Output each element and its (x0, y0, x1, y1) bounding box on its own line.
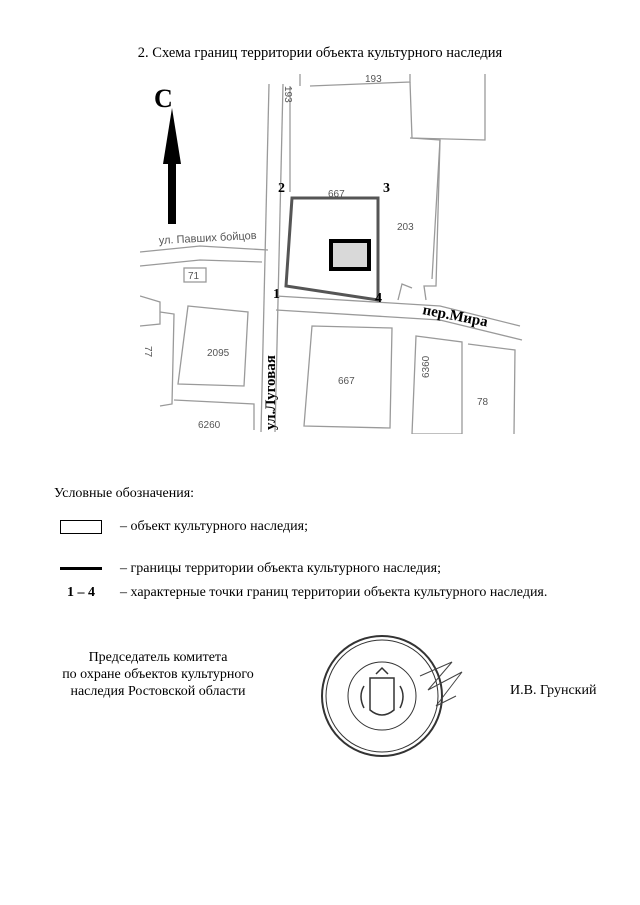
legend-item-object (60, 519, 620, 539)
signatory-position-line2: по охране объектов культурного (62, 667, 254, 682)
legend-points-text: – характерные точки границ территории объекта культурного наследия. (120, 585, 548, 600)
parcel-label-top-right: 193 (365, 74, 382, 85)
parcel-label-78: 78 (477, 397, 489, 408)
legend-object-text: – объект культурного наследия; (120, 519, 308, 534)
parcel-label-south-667: 667 (338, 376, 355, 387)
legend-boundary-text: – границы территории объекта культурного наследия; (120, 561, 441, 576)
boundary-point-4: 4 (375, 291, 382, 306)
street-label-lugovaya: ул.Луговая (263, 355, 279, 430)
legend-points-symbol: 1 – 4 (67, 585, 95, 600)
west-fragment-outline (140, 296, 160, 326)
street-label-pavshikh-boitsov: ул. Павших бойцов (158, 229, 257, 247)
legend-item-boundary (60, 561, 620, 581)
legend-boundary-symbol (60, 567, 102, 570)
parcel-label-6260: 6260 (198, 420, 221, 431)
street-label-mira: пер.Мира (421, 302, 490, 331)
east-lot-fence (398, 284, 412, 300)
east-lot-outline (410, 74, 485, 140)
legend-item-points (60, 585, 620, 605)
legend-heading: Условные обозначения: (54, 486, 195, 501)
seal-emblem-icon (370, 678, 394, 715)
pavshikh-boitsov-street-edge-south (140, 260, 262, 266)
parcel-label-west-fragment: 77 (142, 346, 153, 358)
south-lot-6360-outline (412, 336, 462, 434)
boundary-point-1: 1 (273, 287, 280, 302)
signatory-position-line3: наследия Ростовской области (70, 684, 246, 699)
north-arrow (163, 108, 181, 224)
north-label: С (154, 84, 173, 113)
heritage-object (331, 241, 369, 269)
parcel-label-6360: 6360 (421, 355, 432, 378)
parcel-label-2095: 2095 (207, 348, 230, 359)
scheme-title: 2. Схема границ территории объекта культурного наследия (137, 45, 503, 61)
boundary-map (140, 74, 530, 434)
boundary-point-3: 3 (383, 181, 390, 196)
east-building-outline (410, 82, 440, 279)
parcel-label-71: 71 (188, 271, 200, 282)
boundary-point-2: 2 (278, 181, 285, 196)
lot-2095-outline (178, 306, 248, 386)
signatory-name: И.В. Грунский (510, 683, 597, 698)
parcel-label-top-edge: 193 (282, 86, 293, 103)
signatory-position (40, 649, 276, 700)
parcel-label-east: 203 (397, 222, 414, 233)
south-lot-78-outline (468, 344, 515, 434)
parcel-label-main: 667 (328, 189, 345, 200)
west-parcel-outline (160, 312, 174, 406)
north-east-parcel-outline (310, 74, 410, 86)
legend-object-symbol (60, 520, 102, 534)
signatory-position-line1: Председатель комитета (88, 650, 228, 665)
official-seal (312, 626, 472, 766)
